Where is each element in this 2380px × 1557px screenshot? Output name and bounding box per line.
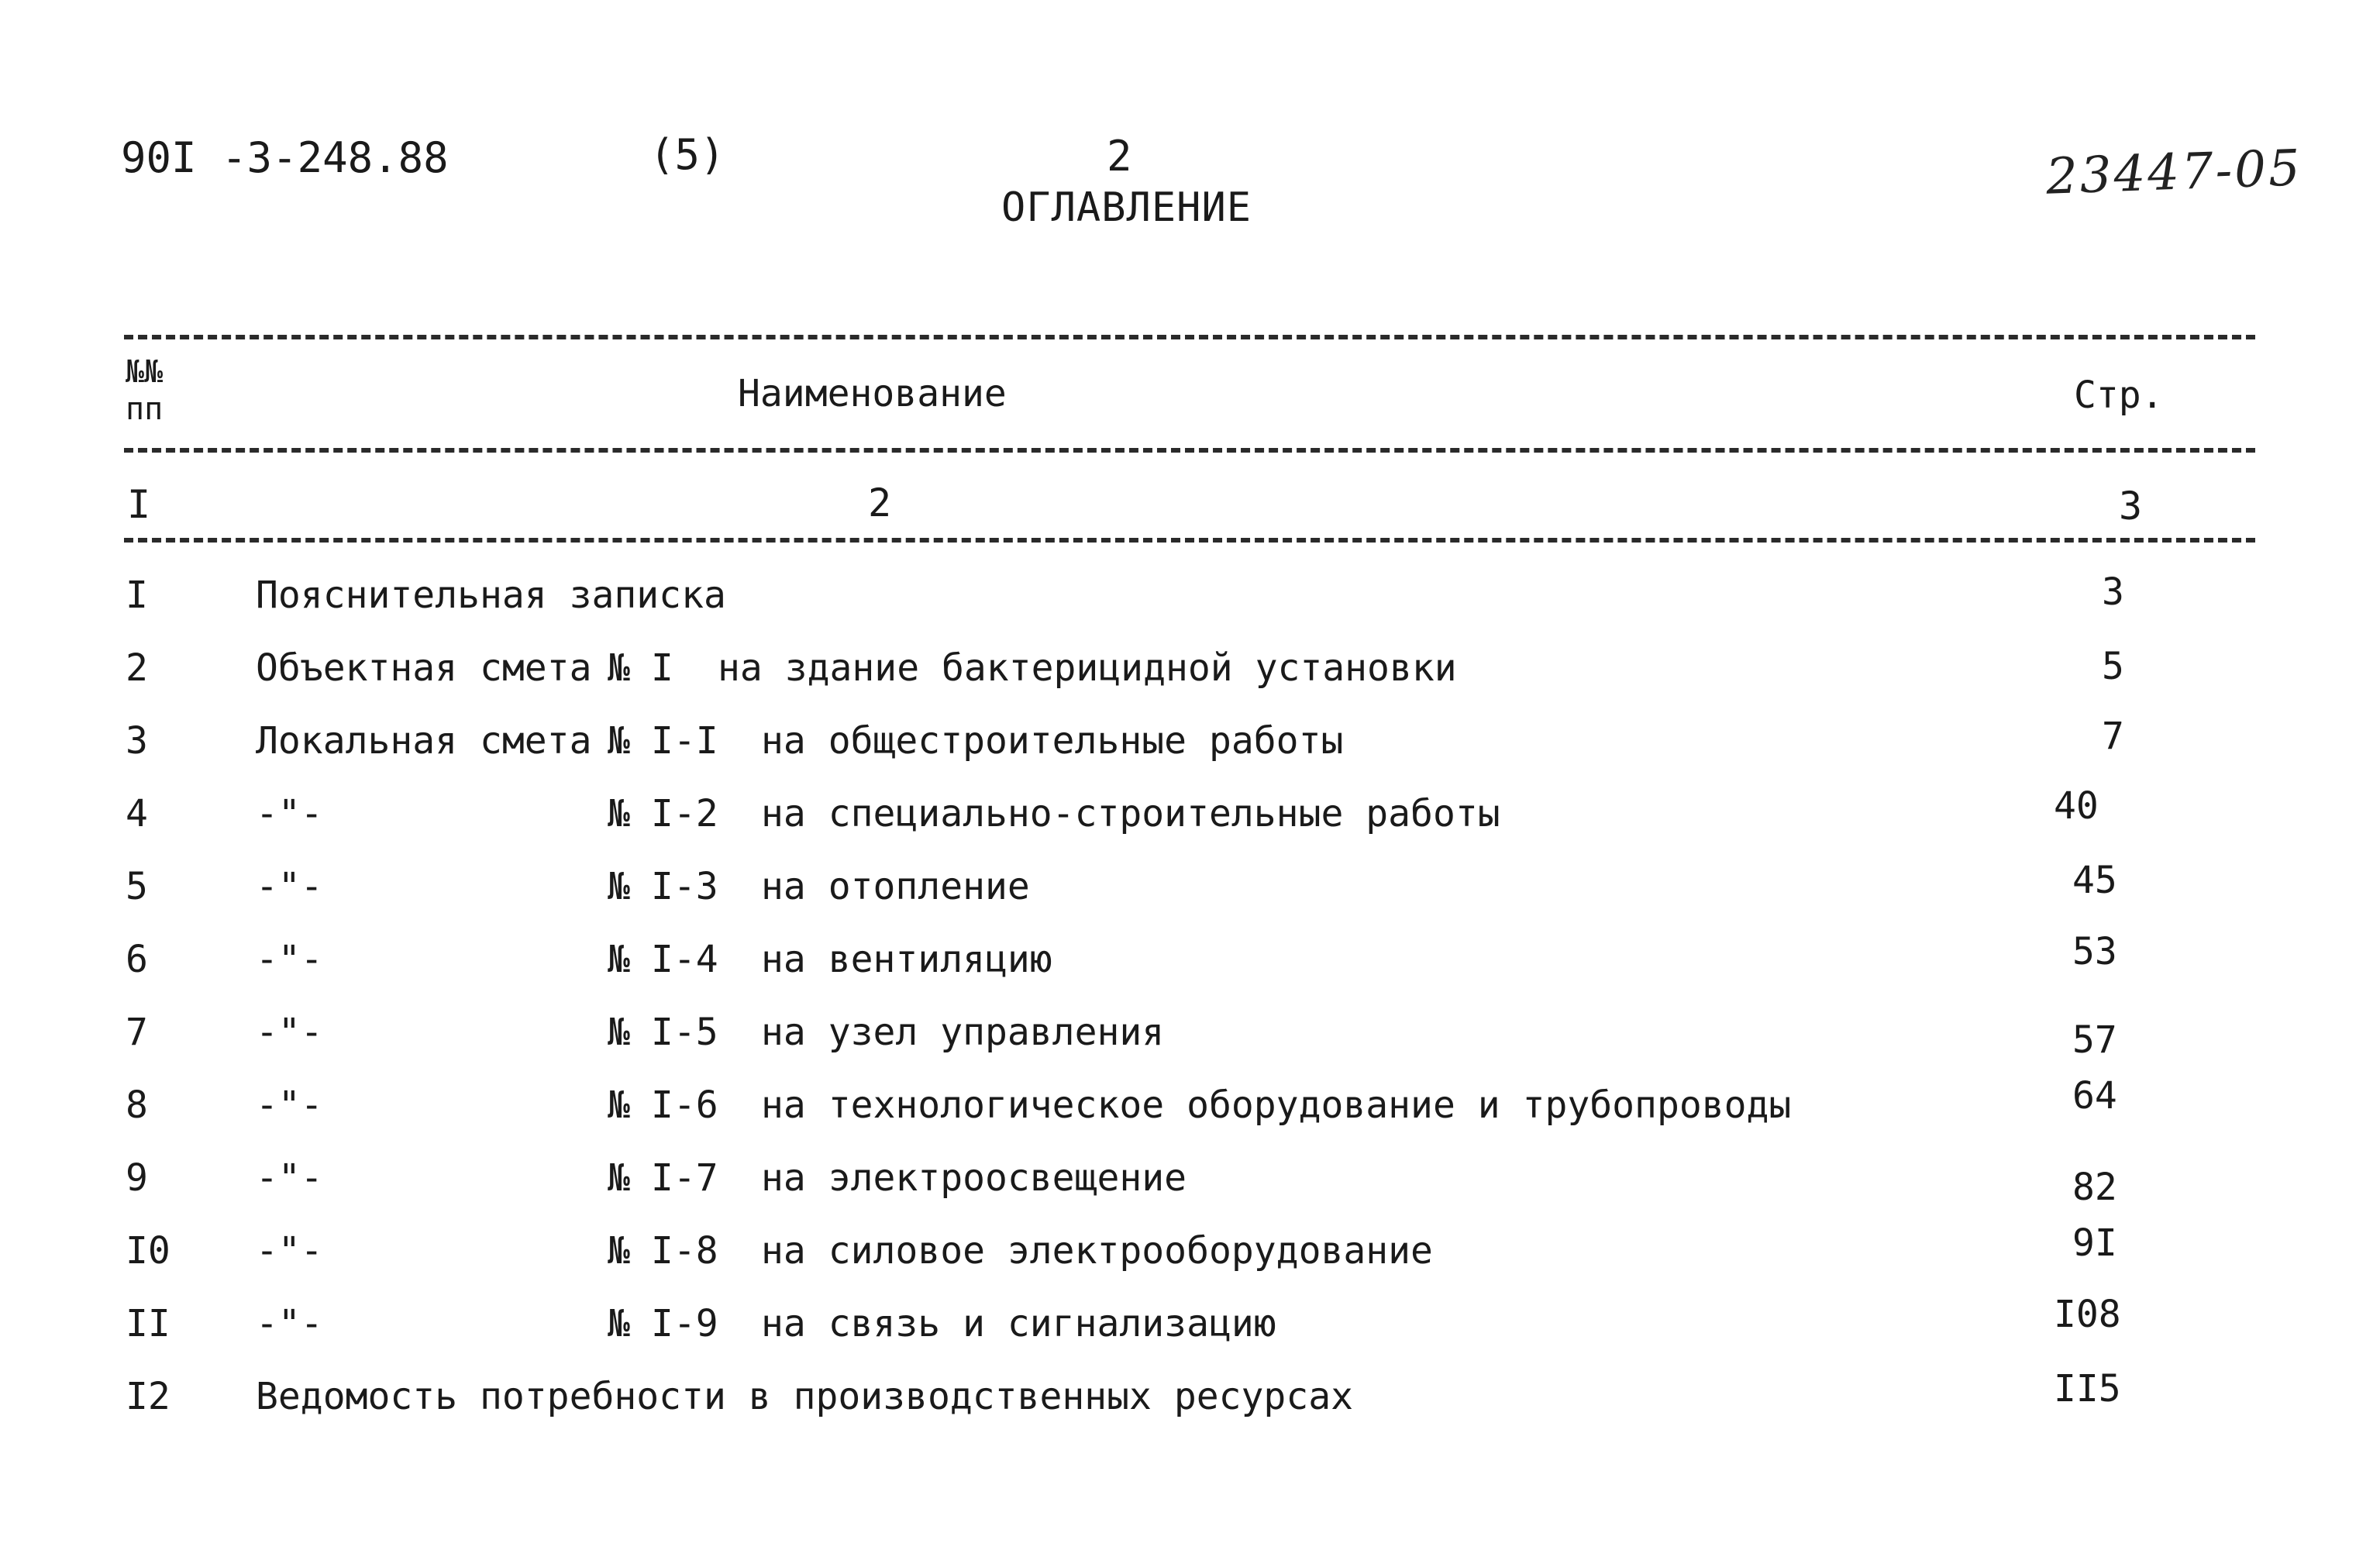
row-number: 9 — [126, 1156, 148, 1200]
row-number: 8 — [126, 1083, 148, 1127]
number-sign: № — [608, 646, 630, 690]
number-sign: № — [608, 1011, 630, 1054]
row-ditto: -"- — [256, 1229, 323, 1273]
estimate-code: I-5 — [651, 1011, 718, 1054]
number-sign: № — [608, 1083, 630, 1127]
row-page: 7 — [2102, 715, 2124, 758]
row-ditto: -"- — [256, 865, 323, 908]
row-number: 5 — [126, 865, 148, 908]
row-page: 40 — [2054, 784, 2099, 828]
row-ditto: -"- — [256, 938, 323, 981]
colnum-2: 2 — [868, 481, 892, 525]
estimate-code: I-6 — [651, 1083, 718, 1127]
row-page: 9I — [2072, 1221, 2117, 1265]
header-bottom-rule — [124, 448, 2255, 453]
row-description: на здание бактерицидной установки — [718, 646, 1457, 690]
estimate-code: I-I — [651, 719, 718, 763]
row-prefix: Локальная смета — [256, 719, 592, 763]
number-sign: № — [608, 1229, 630, 1273]
row-page: 5 — [2102, 645, 2124, 688]
row-ditto: -"- — [256, 1083, 323, 1127]
row-page: 45 — [2072, 859, 2117, 902]
colnum-3: 3 — [2119, 484, 2143, 529]
estimate-code: I-2 — [651, 792, 718, 835]
row-number: 4 — [126, 792, 148, 835]
row-number: I — [126, 574, 148, 617]
number-sign: № — [608, 865, 630, 908]
row-title: Ведомость потребности в производственных ресурсах — [256, 1375, 1354, 1418]
document-title: ОГЛАВЛЕНИЕ — [1001, 184, 1252, 231]
number-sign: № — [608, 792, 630, 835]
row-number: I0 — [126, 1229, 170, 1273]
row-description: на технологическое оборудование и трубопроводы — [761, 1083, 1792, 1127]
number-sign: № — [608, 1302, 630, 1345]
row-ditto: -"- — [256, 1302, 323, 1345]
row-description: на вентиляцию — [761, 938, 1052, 981]
document-code: 90I -3-248.88 — [121, 133, 449, 182]
row-number: II — [126, 1302, 170, 1345]
row-description: на специально-строительные работы — [761, 792, 1500, 835]
number-sign: № — [608, 1156, 630, 1200]
estimate-code: I — [651, 646, 673, 690]
estimate-code: I-3 — [651, 865, 718, 908]
page-number: 2 — [1107, 132, 1132, 181]
row-description: на силовое электрооборудование — [761, 1229, 1433, 1273]
handwritten-number: 23447-05 — [2044, 140, 2303, 206]
sheet-mark: (5) — [649, 130, 725, 179]
row-description: на узел управления — [761, 1011, 1165, 1054]
number-sign: № — [608, 719, 630, 763]
colnum-bottom-rule — [124, 538, 2255, 543]
row-description: на отопление — [761, 865, 1030, 908]
estimate-code: I-4 — [651, 938, 718, 981]
row-number: 2 — [126, 646, 148, 690]
row-description: на связь и сигнализацию — [761, 1302, 1276, 1345]
estimate-code: I-9 — [651, 1302, 718, 1345]
row-title: Пояснительная записка — [256, 574, 726, 617]
row-description: на электроосвещение — [761, 1156, 1187, 1200]
row-number: I2 — [126, 1375, 170, 1418]
row-page: 57 — [2072, 1018, 2117, 1062]
row-page: II5 — [2054, 1367, 2121, 1411]
header-number: №№ пп — [126, 354, 164, 427]
header-name: Наименование — [738, 372, 1007, 415]
row-ditto: -"- — [256, 1011, 323, 1054]
row-page: 82 — [2072, 1166, 2117, 1209]
row-page: 64 — [2072, 1074, 2117, 1118]
row-prefix: Объектная смета — [256, 646, 592, 690]
row-page: 3 — [2102, 570, 2124, 614]
row-ditto: -"- — [256, 792, 323, 835]
colnum-1: I — [127, 482, 151, 527]
estimate-code: I-7 — [651, 1156, 718, 1200]
estimate-code: I-8 — [651, 1229, 718, 1273]
table-top-rule — [124, 335, 2255, 339]
row-page: 53 — [2072, 930, 2117, 973]
number-sign: № — [608, 938, 630, 981]
header-page: Стр. — [2074, 374, 2164, 417]
row-ditto: -"- — [256, 1156, 323, 1200]
row-number: 6 — [126, 938, 148, 981]
row-description: на общестроительные работы — [761, 719, 1344, 763]
row-number: 7 — [126, 1011, 148, 1054]
row-number: 3 — [126, 719, 148, 763]
row-page: I08 — [2054, 1293, 2121, 1336]
